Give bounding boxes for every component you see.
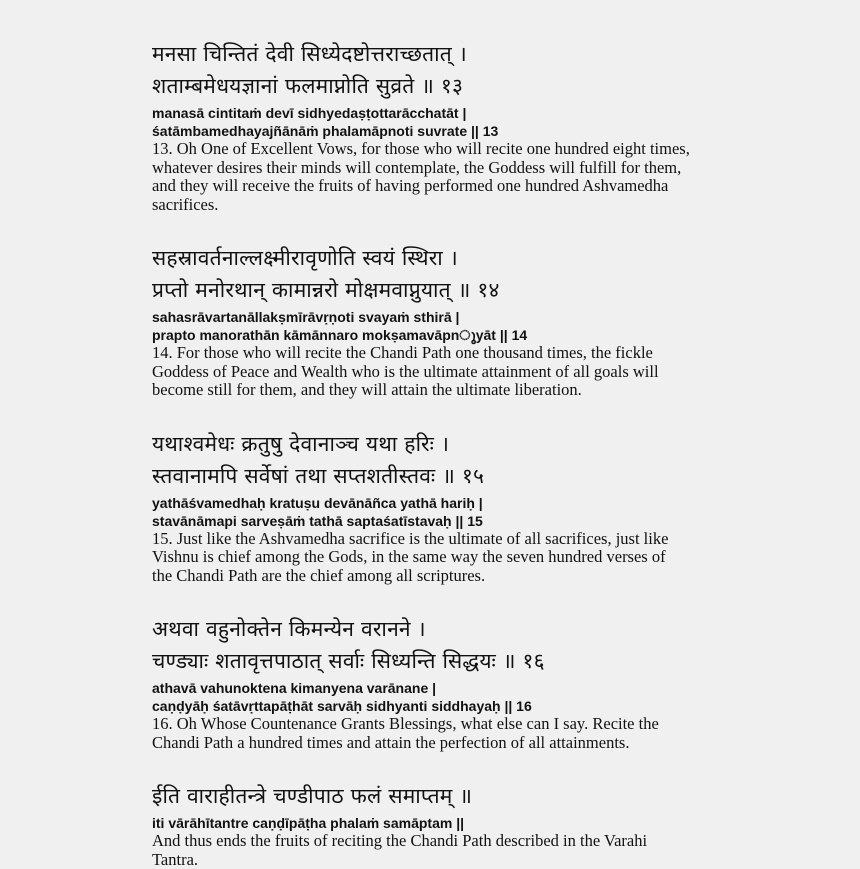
verse-15 xyxy=(152,428,722,586)
translation-line: and they will receive the fruits of having performed one hundred Ashvamedha xyxy=(152,177,722,196)
translation-line: Goddess of Peace and Wealth who is the ultimate attainment of all goals will xyxy=(152,363,722,382)
sanskrit-line: यथाश्वमेधः क्रतुषु देवानाञ्च यथा हरिः । xyxy=(152,428,722,460)
transliteration-line: caṇḍyāḥ śatāvṛttapāṭhāt sarvāḥ sidhyanti siddhayaḥ || 16 xyxy=(152,697,722,715)
sanskrit-line: स्तवानामपि सर्वेषां तथा सप्तशतीस्तवः ॥ १५ xyxy=(152,460,722,492)
sanskrit-line: मनसा चिन्तितं देवी सिध्येदष्टोत्तराच्छतात् । xyxy=(152,38,722,70)
translation-paragraph xyxy=(152,140,722,214)
transliteration-line: sahasrāvartanāllakṣmīrāvṛṇoti svayaṁ sthirā | xyxy=(152,308,722,326)
transliteration-line: athavā vahunoktena kimanyena varānane | xyxy=(152,679,722,697)
sanskrit-line: सहस्रावर्तनाल्लक्ष्मीरावृणोति स्वयं स्थिरा । xyxy=(152,242,722,274)
translation-line: Vishnu is chief among the Gods, in the same way the seven hundred verses of xyxy=(152,548,722,567)
verse-16 xyxy=(152,613,722,752)
translation-line: the Chandi Path are the chief among all scriptures. xyxy=(152,567,722,586)
transliteration-line: manasā cintitaṁ devī sidhyedaṣṭottarācchatāt | xyxy=(152,104,722,122)
translation-line: whatever desires their minds will contemplate, the Goddess will fulfill for them, xyxy=(152,159,722,178)
translation-paragraph xyxy=(152,344,722,400)
transliteration-line: yathāśvamedhaḥ kratuṣu devānāñca yathā hariḥ | xyxy=(152,494,722,512)
transliteration-line: stavānāmapi sarveṣāṁ tathā saptaśatīstavaḥ || 15 xyxy=(152,512,722,530)
document-body xyxy=(152,38,722,869)
verse-13 xyxy=(152,38,722,214)
colophon xyxy=(152,780,722,869)
sanskrit-line: प्रप्तो मनोरथान् कामान्नरो मोक्षमवाप्नुयात् ॥ १४ xyxy=(152,274,722,306)
translation-line: And thus ends the fruits of reciting the Chandi Path described in the Varahi xyxy=(152,832,722,851)
translation-line: 13. Oh One of Excellent Vows, for those who will recite one hundred eight times, xyxy=(152,140,722,159)
sanskrit-line: अथवा वहुनोक्तेन किमन्येन वरानने । xyxy=(152,613,722,645)
translation-paragraph xyxy=(152,832,722,869)
transliteration-line: śatāmbamedhayajñānāṁ phalamāpnoti suvrate || 13 xyxy=(152,122,722,140)
translation-line: sacrifices. xyxy=(152,196,722,215)
transliteration-line: iti vārāhītantre caṇḍīpāṭha phalaṁ samāptam || xyxy=(152,814,722,832)
translation-paragraph xyxy=(152,530,722,586)
translation-line: 16. Oh Whose Countenance Grants Blessings, what else can I say. Recite the xyxy=(152,715,722,734)
translation-line: 14. For those who will recite the Chandi Path one thousand times, the fickle xyxy=(152,344,722,363)
sanskrit-line: चण्ड्याः शतावृत्तपाठात् सर्वाः सिध्यन्ति सिद्धयः ॥ १६ xyxy=(152,645,722,677)
sanskrit-line: शताम्बमेधयज्ञानां फलमाप्नोति सुव्रते ॥ १३ xyxy=(152,70,722,102)
translation-line: Tantra. xyxy=(152,851,722,869)
translation-line: 15. Just like the Ashvamedha sacrifice is the ultimate of all sacrifices, just like xyxy=(152,530,722,549)
translation-line: Chandi Path a hundred times and attain the perfection of all attainments. xyxy=(152,734,722,753)
sanskrit-line: ईति वाराहीतन्त्रे चण्डीपाठ फलं समाप्तम् ॥ xyxy=(152,780,722,812)
translation-paragraph xyxy=(152,715,722,752)
transliteration-line: prapto manorathān kāmānnaro mokṣamavāpnുyāt || 14 xyxy=(152,326,722,344)
verse-14 xyxy=(152,242,722,400)
translation-line: become still for them, and they will attain the ultimate liberation. xyxy=(152,381,722,400)
